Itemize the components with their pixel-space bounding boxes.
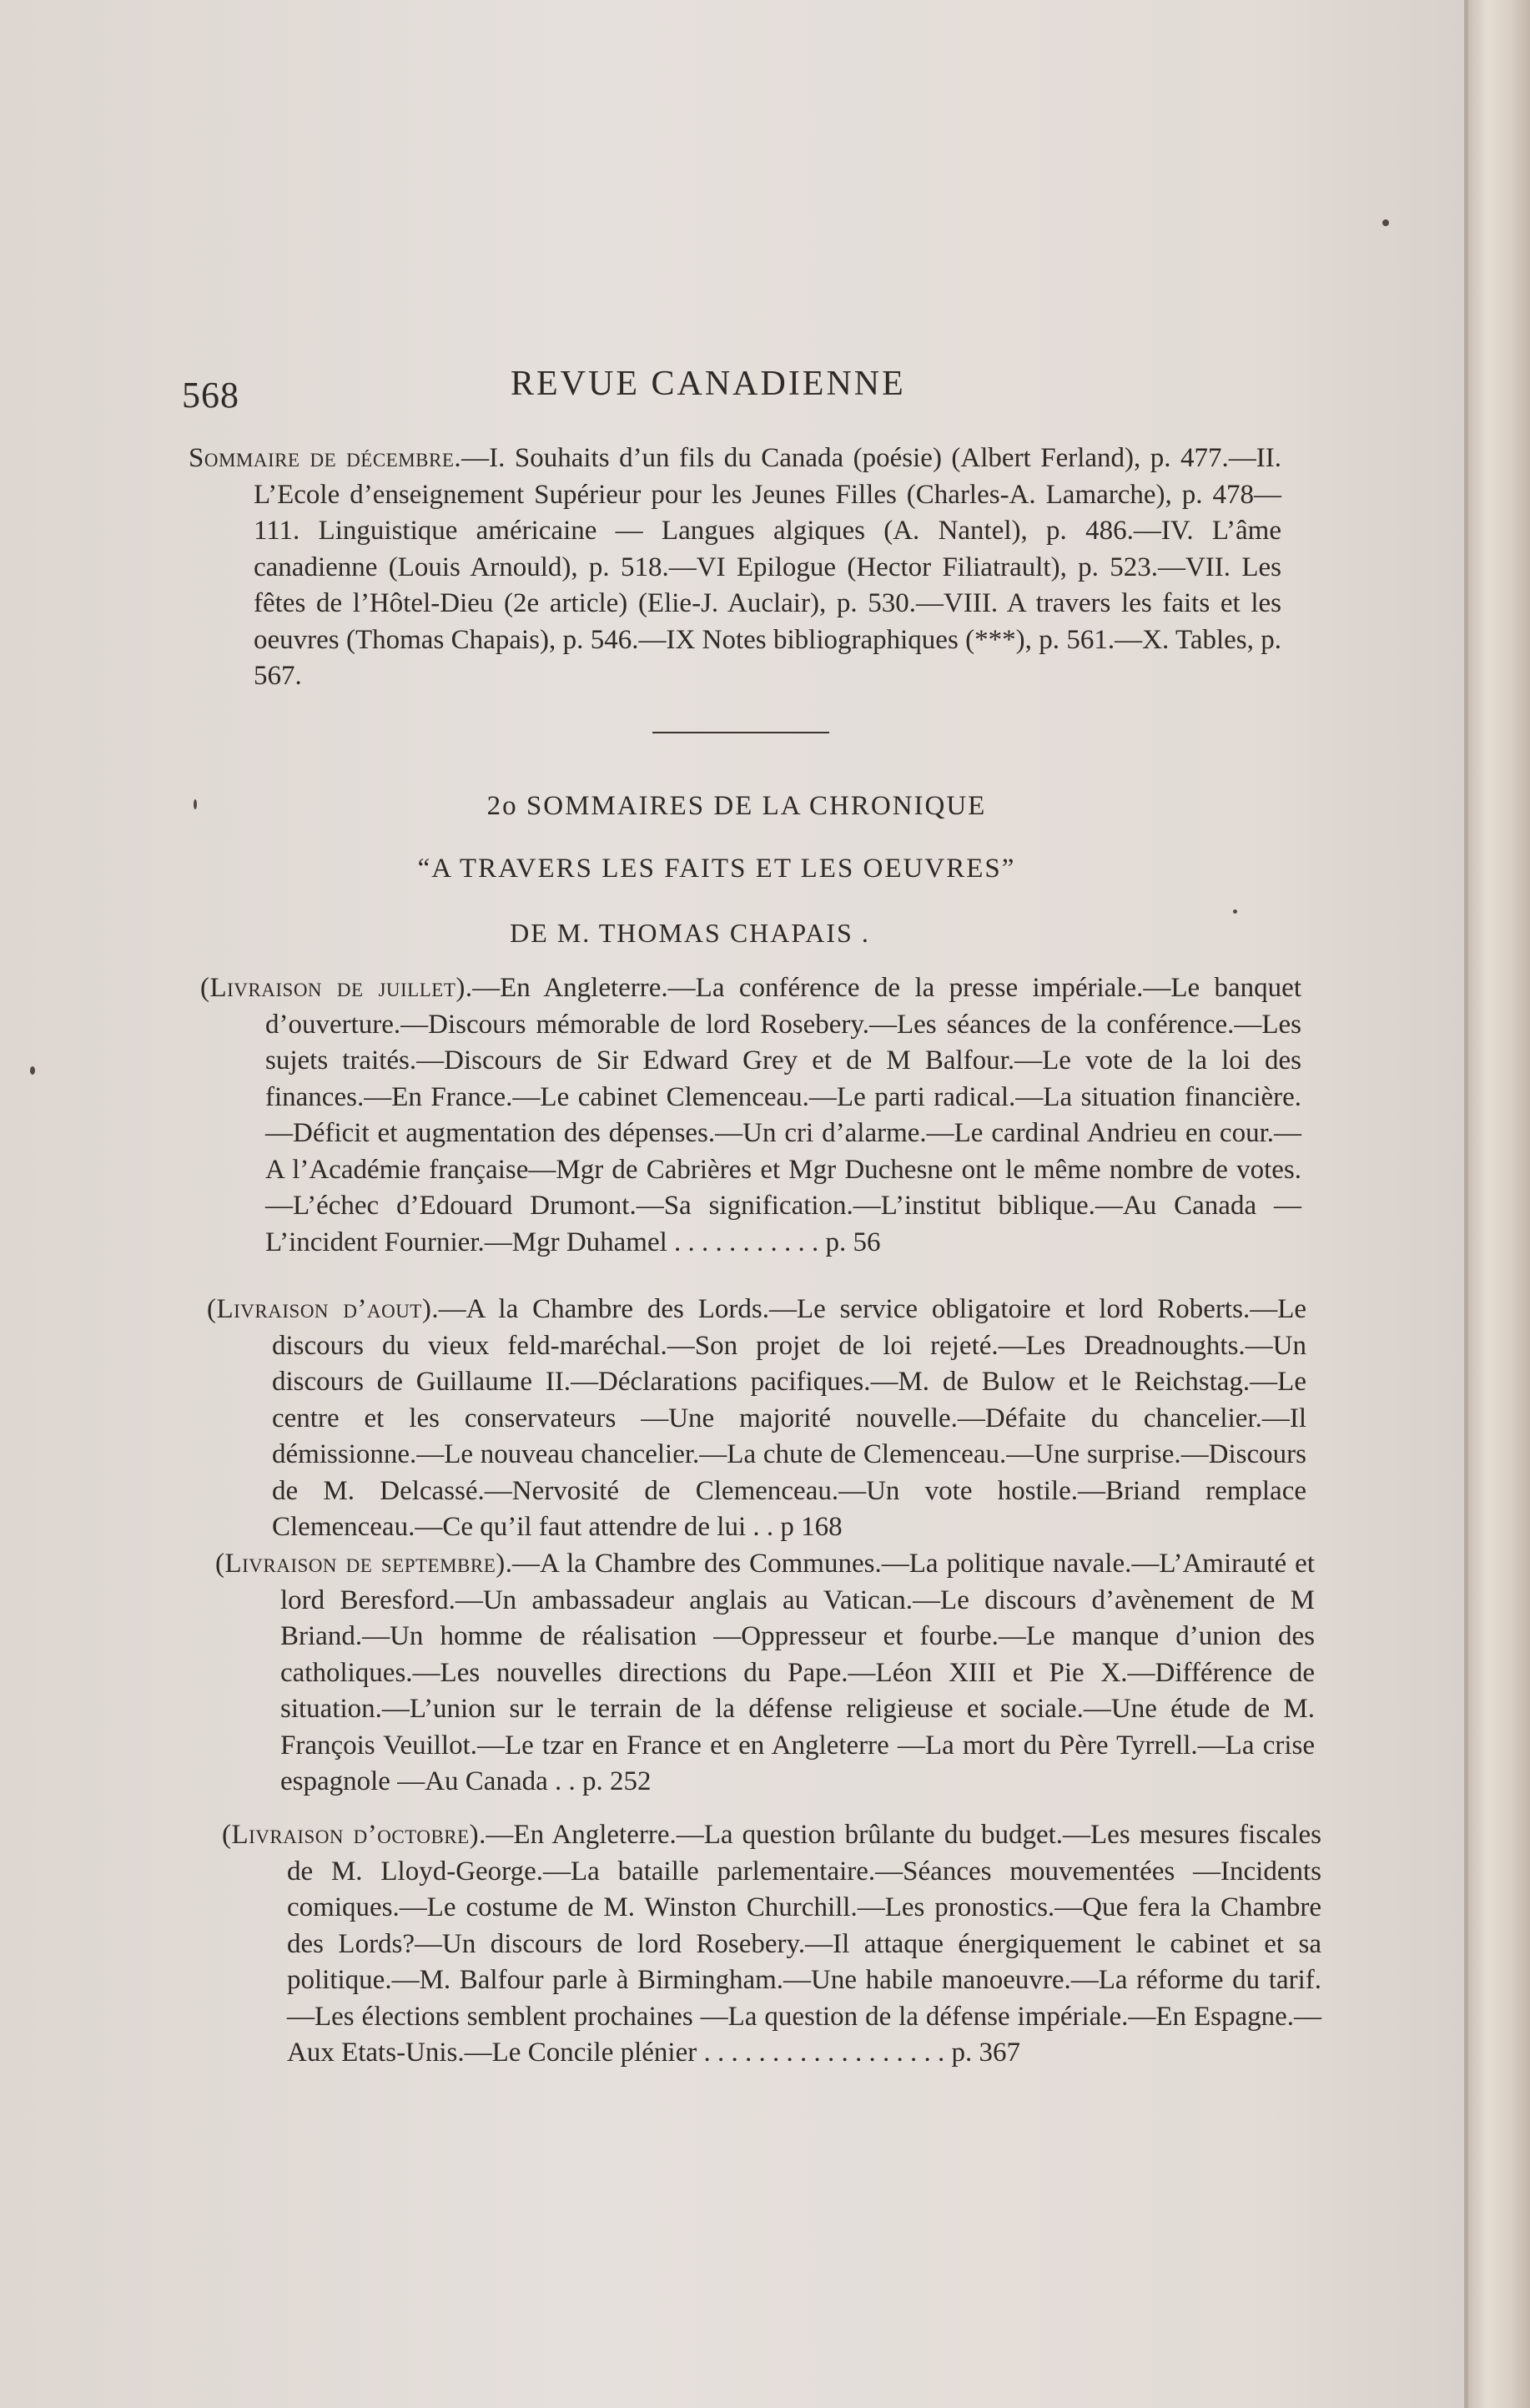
- sommaire-label: Sommaire de décembre.: [189, 443, 462, 473]
- section-heading-line-1: 2o SOMMAIRES DE LA CHRONIQUE: [486, 791, 987, 821]
- livraison-text: .—A la Chambre des Lords.—Le service obligatoire et lord Roberts.—Le discours du vieux feld-maréchal.—Son projet de loi rejeté.—Les Dreadnoughts.—Un discours de Guillaume II.—Déclarations pacifiques.—M. de Bulow et le Reichstag.—Le centre et les conservateurs —Une majorité nouvelle.—Défaite du chancelier.—Il démissionne.—Le nouveau chancelier.—La chute de Clemenceau.—Une surprise.—Discours de M. Delcassé.—Nervosité de Clemenceau.—Un vote hostile.—Briand remplace Clemenceau.—Ce qu’il faut attendre de lui . . p 168: [272, 1294, 1306, 1542]
- page-gutter: [1468, 0, 1530, 2408]
- livraison-label: (Livraison de juillet): [200, 973, 466, 1003]
- ink-speck: [30, 1066, 35, 1075]
- sommaire-text: —I. Souhaits d’un fils du Canada (poésie) (Albert Ferland), p. 477.—II. L’Ecole d’enseignement Supérieur pour les Jeunes Filles (Charles-A. Lamarche), p. 478—111. Linguistique américaine — Langues algiques (A. Nantel), p. 486.—IV. L’âme canadienne (Louis Arnould), p. 518.—VI Epilogue (Hector Filiatrault), p. 523.—VII. Les fêtes de l’Hôtel-Dieu (2e article) (Elie-J. Auclair), p. 530.—VIII. A travers les faits et les oeuvres (Thomas Chapais), p. 546.—IX Notes bibliographiques (***), p. 561.—X. Tables, p. 567.: [254, 443, 1281, 691]
- livraison-text: .—En Angleterre.—La conférence de la presse impériale.—Le banquet d’ouverture.—Discours mémorable de lord Rosebery.—Les séances de la conférence.—Les sujets traités.—Discours de Sir Edward Grey et de M Balfour.—Le vote de la loi des finances.—En France.—Le cabinet Clemenceau.—Le parti radical.—La situation financière.—Déficit et augmentation des dépenses.—Un cri d’alarme.—Le cardinal Andrieu en cour.—A l’Académie française—Mgr de Cabrières et Mgr Duchesne ont le même nombre de votes.—L’échec d’Edouard Drumont.—Sa signification.—L’institut biblique.—Au Canada —L’incident Fournier.—Mgr Duhamel . . . . . . . . . . . p. 56: [265, 973, 1301, 1257]
- livraison-juillet: [200, 970, 1301, 1261]
- livraison-octobre: [222, 1817, 1321, 2072]
- livraison-septembre: [215, 1546, 1315, 1801]
- section-heading-line-2: “A TRAVERS LES FAITS ET LES OEUVRES”: [417, 854, 1016, 884]
- section-divider: [652, 732, 829, 733]
- livraison-label: (Livraison de septembre): [215, 1549, 506, 1579]
- section-heading-line-3: DE M. THOMAS CHAPAIS .: [510, 918, 870, 948]
- ink-speck: [1233, 909, 1237, 914]
- livraison-text: .—A la Chambre des Communes.—La politique navale.—L’Amirauté et lord Beresford.—Un ambassadeur anglais au Vatican.—Le discours d’avènement de M Briand.—Un homme de réalisation —Oppresseur et fourbe.—Le manque d’union des catholiques.—Les nouvelles directions du Pape.—Léon XIII et Pie X.—Différence de situation.—L’union sur le terrain de la défense religieuse et sociale.—Une étude de M. François Veuillot.—Le tzar en France et en Angleterre —La mort du Père Tyrrell.—La crise espagnole —Au Canada . . p. 252: [280, 1549, 1315, 1796]
- ink-speck: [1382, 219, 1389, 226]
- livraison-aout: [207, 1292, 1306, 1546]
- livraison-label: (Livraison d’octobre): [222, 1820, 480, 1850]
- sommaire-decembre: [189, 441, 1281, 695]
- livraison-label: (Livraison d’aout): [207, 1294, 432, 1324]
- running-title: REVUE CANADIENNE: [511, 365, 906, 403]
- livraison-text: .—En Angleterre.—La question brûlante du budget.—Les mesures fiscales de M. Lloyd-George.—La bataille parlementaire.—Séances mouvementées —Incidents comiques.—Le costume de M. Winston Churchill.—Les pronostics.—Que fera la Chambre des Lords?—Un discours de lord Rosebery.—Il attaque énergiquement le cabinet et sa politique.—M. Balfour parle à Birmingham.—Une habile manoeuvre.—La réforme du tarif.—Les élections semblent prochaines —La question de la défense impériale.—En Espagne.—Aux Etats-Unis.—Le Concile plénier . . . . . . . . . . . . . . . . . . p. 367: [287, 1820, 1321, 2068]
- page-number: 568: [182, 375, 239, 416]
